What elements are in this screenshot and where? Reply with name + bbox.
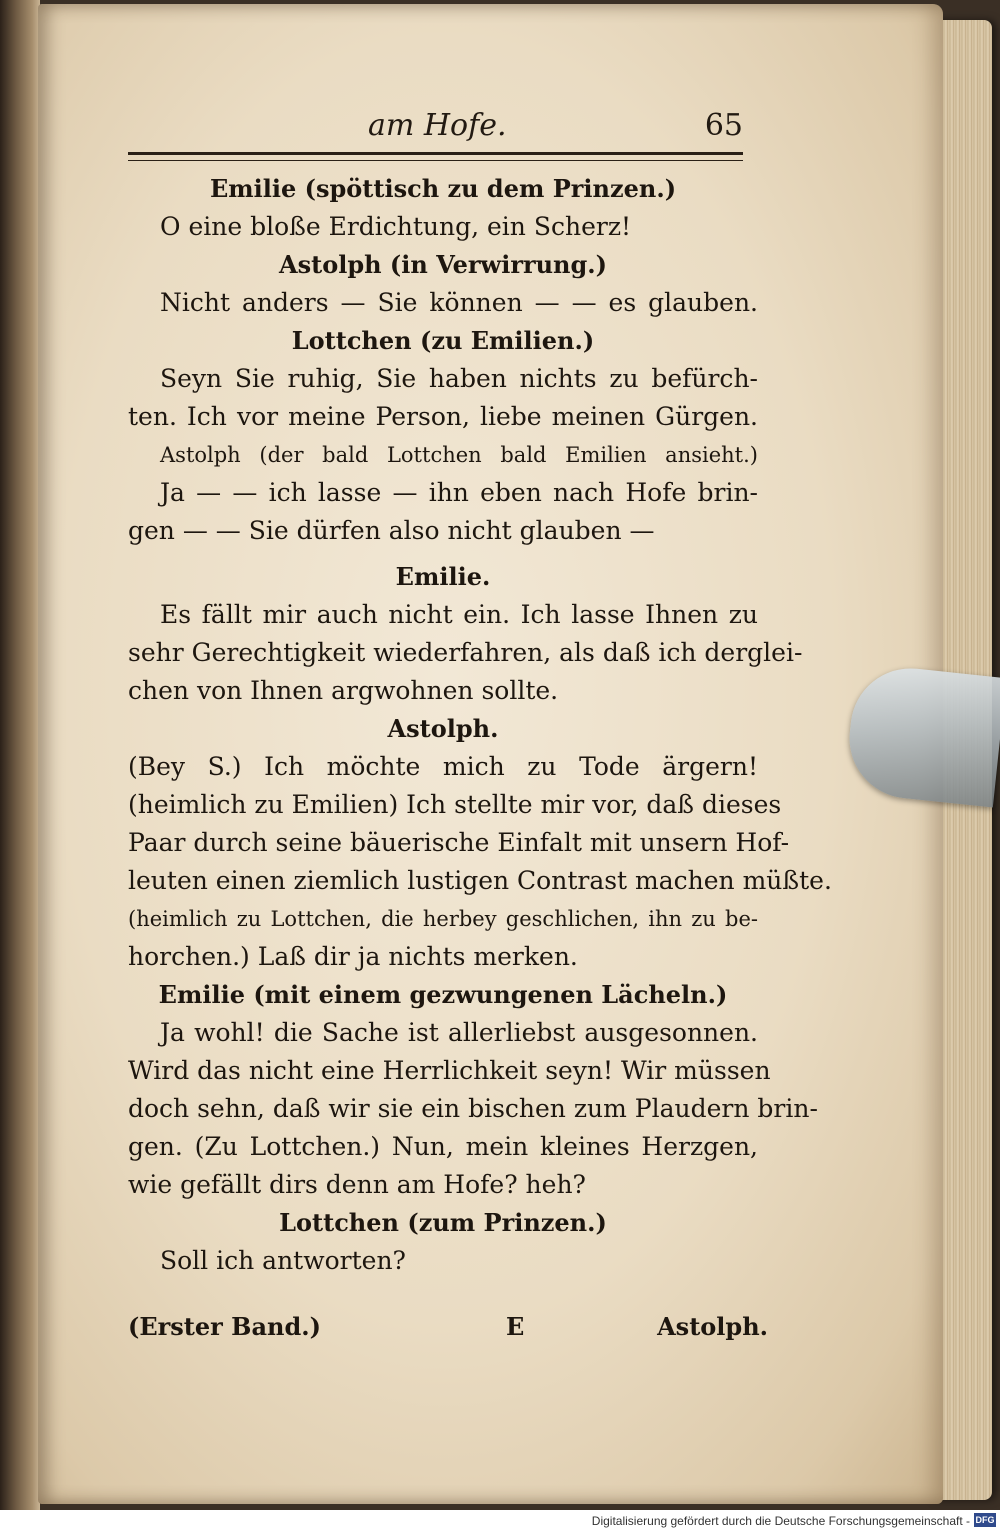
text-line: (heimlich zu Emilien) Ich stellte mir vor, daß dieses <box>128 790 782 819</box>
speaker-line: Astolph (in Verwirrung.) <box>279 250 607 279</box>
text-line: Paar durch seine bäuerische Einfalt mit unsern Hof- <box>128 828 790 857</box>
text-line: Nicht anders — Sie können — — es glauben. <box>160 288 758 317</box>
page-number: 65 <box>704 108 743 143</box>
credit-text: Digitalisierung gefördert durch die Deutsche Forschungsgemeinschaft - <box>591 1514 970 1528</box>
text-line: (heimlich zu Lottchen, die herbey geschlichen, ihn zu be- <box>128 907 758 931</box>
volume-label: (Erster Band.) <box>128 1312 321 1341</box>
text-line: Soll ich antworten? <box>160 1246 406 1275</box>
text-line: gen. (Zu Lottchen.) Nun, mein kleines Herzgen, <box>128 1132 758 1161</box>
header-rule <box>128 152 743 161</box>
text-line: chen von Ihnen argwohnen sollte. <box>128 676 559 705</box>
text-line: O eine bloße Erdichtung, ein Scherz! <box>160 212 632 241</box>
text-line: Ja wohl! die Sache ist allerliebst ausgesonnen. <box>160 1018 758 1047</box>
text-line: Wird das nicht eine Herrlichkeit seyn! Wir müssen <box>128 1056 771 1085</box>
text-line: leuten einen ziemlich lustigen Contrast machen müßte. <box>128 866 832 895</box>
text-line: sehr Gerechtigkeit wiederfahren, als daß ich derglei- <box>128 638 803 667</box>
text-line: (Bey S.) Ich möchte mich zu Tode ärgern! <box>128 752 758 781</box>
speaker-line: Lottchen (zu Emilien.) <box>291 326 595 355</box>
dfg-logo: DFG <box>975 1515 995 1525</box>
text-line: horchen.) Laß dir ja nichts merken. <box>128 942 578 971</box>
signature-mark: E <box>506 1312 525 1341</box>
speaker-line: Astolph (der bald Lottchen bald Emilien ansieht.) <box>160 443 758 467</box>
text-line: wie gefällt dirs denn am Hofe? heh? <box>128 1170 586 1199</box>
text-block <box>128 170 832 1280</box>
running-title: am Hofe. <box>368 108 507 143</box>
footer-line <box>128 1312 768 1352</box>
text-line: gen — — Sie dürfen also nicht glauben — <box>128 516 655 545</box>
speaker-line: Emilie. <box>395 562 491 591</box>
text-line: Ja — — ich lasse — ihn eben nach Hofe brin- <box>160 478 758 507</box>
page-header <box>128 98 743 148</box>
catchword: Astolph. <box>657 1312 768 1341</box>
speaker-line: Lottchen (zum Prinzen.) <box>279 1208 607 1237</box>
text-line: Es fällt mir auch nicht ein. Ich lasse Ihnen zu <box>160 600 758 629</box>
text-line: Seyn Sie ruhig, Sie haben nichts zu befürch- <box>160 364 758 393</box>
text-line: doch sehn, daß wir sie ein bischen zum Plaudern brin- <box>128 1094 818 1123</box>
speaker-line: Emilie (mit einem gezwungenen Lächeln.) <box>158 980 728 1009</box>
speaker-line: Astolph. <box>387 714 499 743</box>
speaker-line: Emilie (spöttisch zu dem Prinzen.) <box>209 174 677 203</box>
text-line: ten. Ich vor meine Person, liebe meinen Gürgen. <box>128 402 758 431</box>
book-left-edge <box>0 0 40 1510</box>
